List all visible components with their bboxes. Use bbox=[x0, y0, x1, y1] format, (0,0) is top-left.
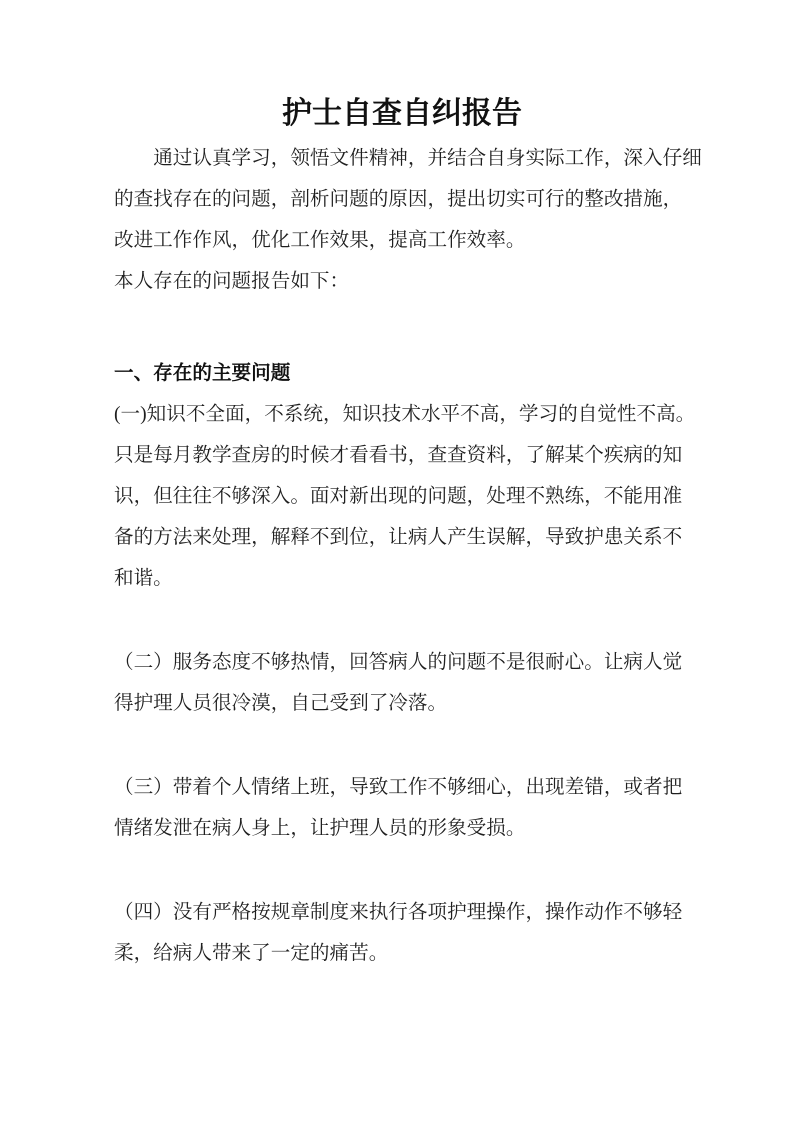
section-heading: 一、存在的主要问题 bbox=[114, 363, 291, 384]
text-line: 只是每月教学查房的时候才看看书，查查资料，了解某个疾病的知 bbox=[114, 445, 683, 466]
paragraph-gap bbox=[114, 599, 690, 642]
text-line: 和谐。 bbox=[114, 568, 173, 589]
text-line: 柔，给病人带来了一定的痛苦。 bbox=[114, 943, 389, 964]
text-line: 得护理人员很冷漠，自己受到了冷落。 bbox=[114, 693, 448, 714]
text-line: 通过认真学习，领悟文件精神，并结合自身实际工作，深入仔细 bbox=[153, 148, 702, 169]
text-line: (一)知识不全面，不系统，知识技术水平不高，学习的自觉性不高。 bbox=[114, 404, 696, 425]
text-line: 备的方法来处理，解释不到位，让病人产生误解，导致护患关系不 bbox=[114, 527, 683, 548]
paragraph-gap bbox=[114, 724, 690, 767]
text-line: （三）带着个人情绪上班，导致工作不够细心，出现差错，或者把 bbox=[114, 777, 683, 798]
document-body bbox=[114, 90, 702, 974]
text-line: 本人存在的问题报告如下： bbox=[114, 271, 350, 292]
paragraph-gap bbox=[114, 302, 690, 353]
text-line: 改进工作作风，优化工作效果，提高工作效率。 bbox=[114, 230, 526, 251]
text-line: （四）没有严格按规章制度来执行各项护理操作，操作动作不够轻 bbox=[114, 902, 683, 923]
text-line: 识，但往往不够深入。面对新出现的问题，处理不熟练，不能用准 bbox=[114, 486, 683, 507]
text-line: 情绪发泄在病人身上，让护理人员的形象受损。 bbox=[114, 818, 526, 839]
text-line: 的查找存在的问题，剖析问题的原因，提出切实可行的整改措施， bbox=[114, 189, 683, 210]
document-title: 护士自查自纠报告 bbox=[282, 97, 522, 130]
text-line: （二）服务态度不够热情，回答病人的问题不是很耐心。让病人觉 bbox=[114, 652, 683, 673]
paragraph-gap bbox=[114, 849, 690, 892]
